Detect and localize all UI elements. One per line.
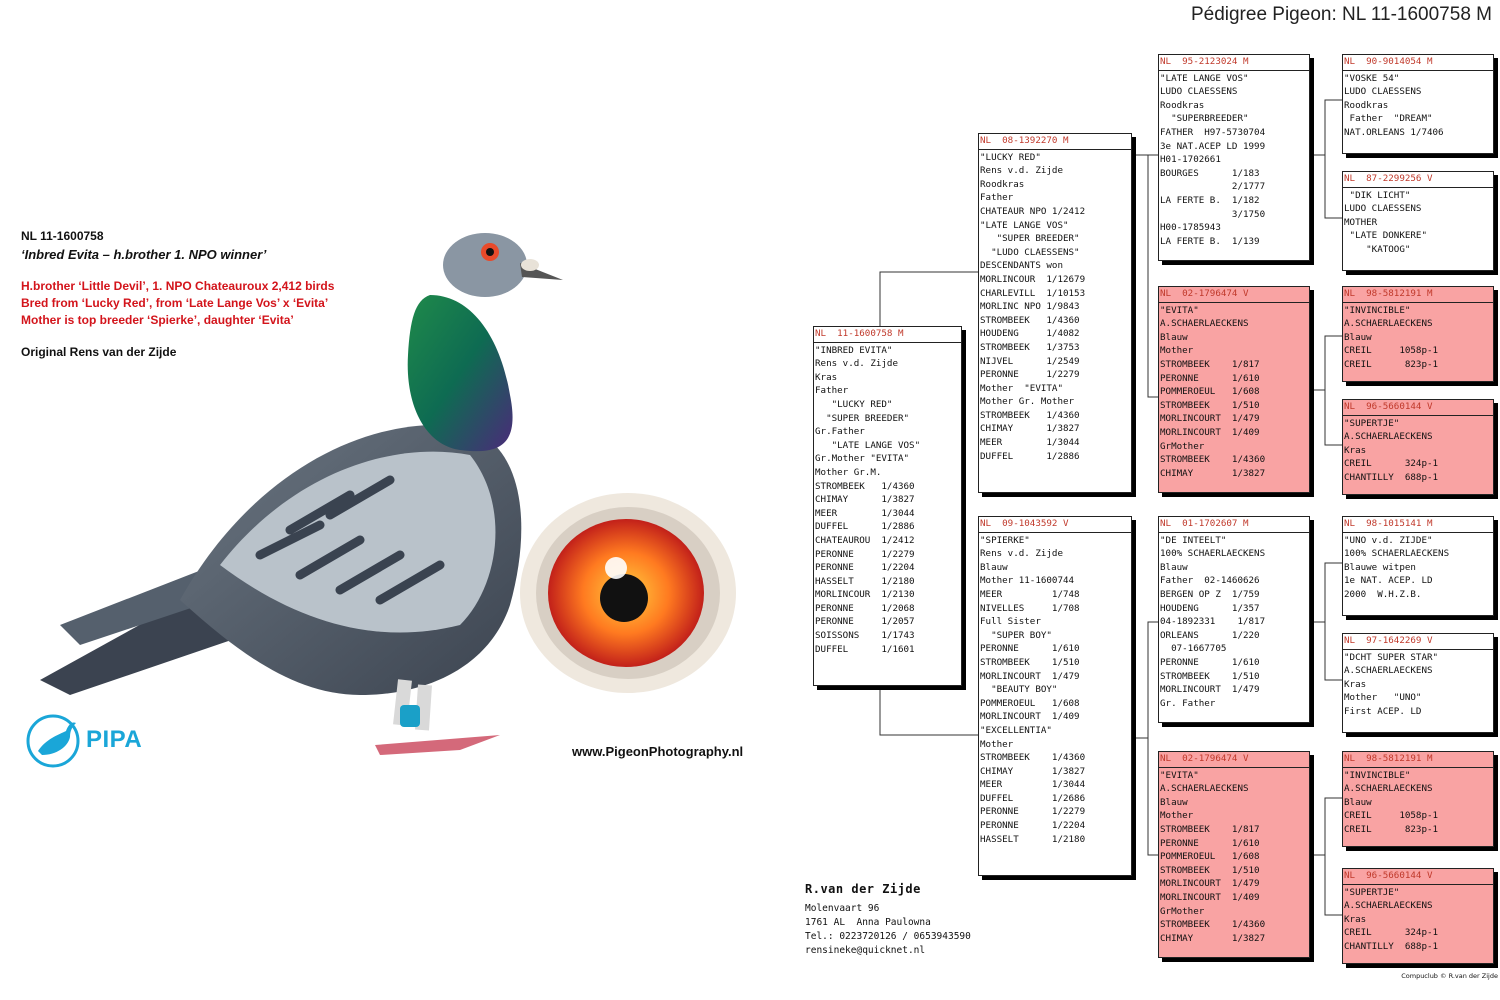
breeder-address-line: Molenvaart 96 bbox=[805, 903, 880, 914]
pigeon-subtitle: ‘Inbred Evita – h.brother 1. NPO winner’ bbox=[21, 247, 267, 262]
copyright: Compuclub © R.van der Zijde bbox=[1401, 972, 1498, 980]
highlight-line: Mother is top breeder ‘Spierke’, daughter ‘Evita’ bbox=[21, 313, 294, 327]
box-header: NL 98-5812191 M bbox=[1344, 288, 1433, 299]
box-header: NL 90-9014054 M bbox=[1344, 56, 1433, 67]
pedigree-box-fm: NL 02-1796474 V "EVITA" A.SCHAERLAECKENS Blauw Mother STROMBEEK 1/817 PERONNE 1/610 POMMEROEUL 1/608 STROMBEEK 1/510 MORLINCOURT 1/479 MORLINCOURT 1/409 GrMother STROMBEEK 1/4360 CHIMAY 1/3827 bbox=[1158, 286, 1310, 493]
pedigree-box-mf: NL 01-1702607 M "DE INTEELT" 100% SCHAERLAECKENS Blauw Father 02-1460626 BERGEN OP Z 1/759 HOUDENG 1/357 04-1892331 1/817 ORLEANS 1/220 07-1667705 PERONNE 1/610 STROMBEEK 1/510 MORLINCOURT 1/479 Gr. Father bbox=[1158, 516, 1310, 723]
box-header: NL 95-2123024 M bbox=[1160, 56, 1249, 67]
pedigree-box-fmf: NL 98-5812191 M "INVINCIBLE" A.SCHAERLAECKENS Blauw CREIL 1058p-1 CREIL 823p-1 bbox=[1342, 286, 1494, 382]
page-title: Pédigree Pigeon: NL 11-1600758 M bbox=[1190, 4, 1492, 25]
pedigree-box-mm: NL 02-1796474 V "EVITA" A.SCHAERLAECKENS Blauw Mother STROMBEEK 1/817 PERONNE 1/610 POMMEROEUL 1/608 STROMBEEK 1/510 MORLINCOURT 1/479 MORLINCOURT 1/409 GrMother STROMBEEK 1/4360 CHIMAY 1/3827 bbox=[1158, 751, 1310, 958]
pedigree-box-mfm: NL 97-1642269 V "DCHT SUPER STAR" A.SCHAERLAECKENS Kras Mother "UNO" First ACEP. LD bbox=[1342, 633, 1494, 733]
pedigree-box-fmm: NL 96-5660144 V "SUPERTJE" A.SCHAERLAECKENS Kras CREIL 324p-1 CHANTILLY 688p-1 bbox=[1342, 399, 1494, 495]
box-header: NL 02-1796474 V bbox=[1160, 288, 1249, 299]
breeder-name: R.van der Zijde bbox=[805, 882, 921, 896]
box-header: NL 96-5660144 V bbox=[1344, 870, 1433, 881]
pipa-label: PIPA bbox=[86, 726, 143, 753]
pedigree-box-fff: NL 90-9014054 M "VOSKE 54" LUDO CLAESSENS Roodkras Father "DREAM" NAT.ORLEANS 1/7406 bbox=[1342, 54, 1494, 154]
box-header: NL 09-1043592 V bbox=[980, 518, 1069, 529]
pedigree-box-subject: NL 11-1600758 M "INBRED EVITA" Rens v.d. Zijde Kras Father "LUCKY RED" "SUPER BREEDER" Gr.Father "LATE LANGE VOS" Gr.Mother "EVITA" Mother Gr.M. STROMBEEK 1/4360 CHIMAY 1/3827 MEER 1/3044 DUFFEL 1/2886 CHATEAUROU 1/2412 PERONNE 1/2279 PERONNE 1/2204 HASSELT 1/2180 MORLINCOUR 1/2130 PERONNE 1/2068 PERONNE 1/2057 SOISSONS 1/1743 DUFFEL 1/1601 bbox=[813, 326, 962, 686]
box-header: NL 96-5660144 V bbox=[1344, 401, 1433, 412]
highlight-line: H.brother ‘Little Devil’, 1. NPO Chateauroux 2,412 birds bbox=[21, 279, 335, 293]
box-header: NL 98-5812191 M bbox=[1344, 753, 1433, 764]
pedigree-box-ffm: NL 87-2299256 V "DIK LICHT" LUDO CLAESSENS MOTHER "LATE DONKERE" "KATOOG" bbox=[1342, 171, 1494, 271]
pedigree-box-ff: NL 95-2123024 M "LATE LANGE VOS" LUDO CLAESSENS Roodkras "SUPERBREEDER" FATHER H97-5730704 3e NAT.ACEP LD 1999 H01-1702661 BOURGES 1/183 2/1777 LA FERTE B. 1/182 3/1750 H00-1785943 LA FERTE B. 1/139 bbox=[1158, 54, 1310, 261]
breeder-email[interactable]: rensineke@quicknet.nl bbox=[805, 945, 926, 956]
box-header: NL 01-1702607 M bbox=[1160, 518, 1249, 529]
pedigree-box-father: NL 08-1392270 M "LUCKY RED" Rens v.d. Zijde Roodkras Father CHATEAUR NPO 1/2412 "LATE LANGE VOS" "SUPER BREEDER" "LUDO CLAESSENS" DESCENDANTS won MORLINCOUR 1/12679 CHARLEVILL 1/10153 MORLINC NPO 1/9843 STROMBEEK 1/4360 HOUDENG 1/4082 STROMBEEK 1/3753 NIJVEL 1/2549 PERONNE 1/2279 Mother "EVITA" Mother Gr. Mother STROMBEEK 1/4360 CHIMAY 1/3827 MEER 1/3044 DUFFEL 1/2886 bbox=[978, 133, 1132, 493]
website-link[interactable]: www.PigeonPhotography.nl bbox=[572, 744, 744, 759]
breeder-phone: Tel.: 0223720126 / 0653943590 bbox=[805, 931, 971, 942]
pedigree-box-mff: NL 98-1015141 M "UNO v.d. ZIJDE" 100% SCHAERLAECKENS Blauwe witpen 1e NAT. ACEP. LD 2000 W.H.Z.B. bbox=[1342, 516, 1494, 616]
box-header: NL 11-1600758 M bbox=[815, 328, 904, 339]
ring-number: NL 11-1600758 bbox=[21, 229, 104, 243]
pedigree-box-mmm: NL 96-5660144 V "SUPERTJE" A.SCHAERLAECKENS Kras CREIL 324p-1 CHANTILLY 688p-1 bbox=[1342, 868, 1494, 964]
box-header: NL 02-1796474 V bbox=[1160, 753, 1249, 764]
box-header: NL 98-1015141 M bbox=[1344, 518, 1433, 529]
breeder-contact bbox=[805, 882, 971, 958]
pedigree-box-mmf: NL 98-5812191 M "INVINCIBLE" A.SCHAERLAECKENS Blauw CREIL 1058p-1 CREIL 823p-1 bbox=[1342, 751, 1494, 847]
box-header: NL 87-2299256 V bbox=[1344, 173, 1433, 184]
highlight-line: Bred from ‘Lucky Red’, from ‘Late Lange Vos’ x ‘Evita’ bbox=[21, 296, 329, 310]
box-header: NL 08-1392270 M bbox=[980, 135, 1069, 146]
pedigree-box-mother: NL 09-1043592 V "SPIERKE" Rens v.d. Zijde Blauw Mother 11-1600744 MEER 1/748 NIVELLES 1/708 Full Sister "SUPER BOY" PERONNE 1/610 STROMBEEK 1/510 MORLINCOURT 1/479 "BEAUTY BOY" POMMEROEUL 1/608 MORLINCOURT 1/409 "EXCELLENTIA" Mother STROMBEEK 1/4360 CHIMAY 1/3827 MEER 1/3044 DUFFEL 1/2686 PERONNE 1/2279 PERONNE 1/2204 HASSELT 1/2180 bbox=[978, 516, 1132, 876]
original-owner: Original Rens van der Zijde bbox=[21, 345, 177, 359]
breeder-address-line: 1761 AL Anna Paulowna bbox=[805, 917, 931, 928]
box-header: NL 97-1642269 V bbox=[1344, 635, 1433, 646]
